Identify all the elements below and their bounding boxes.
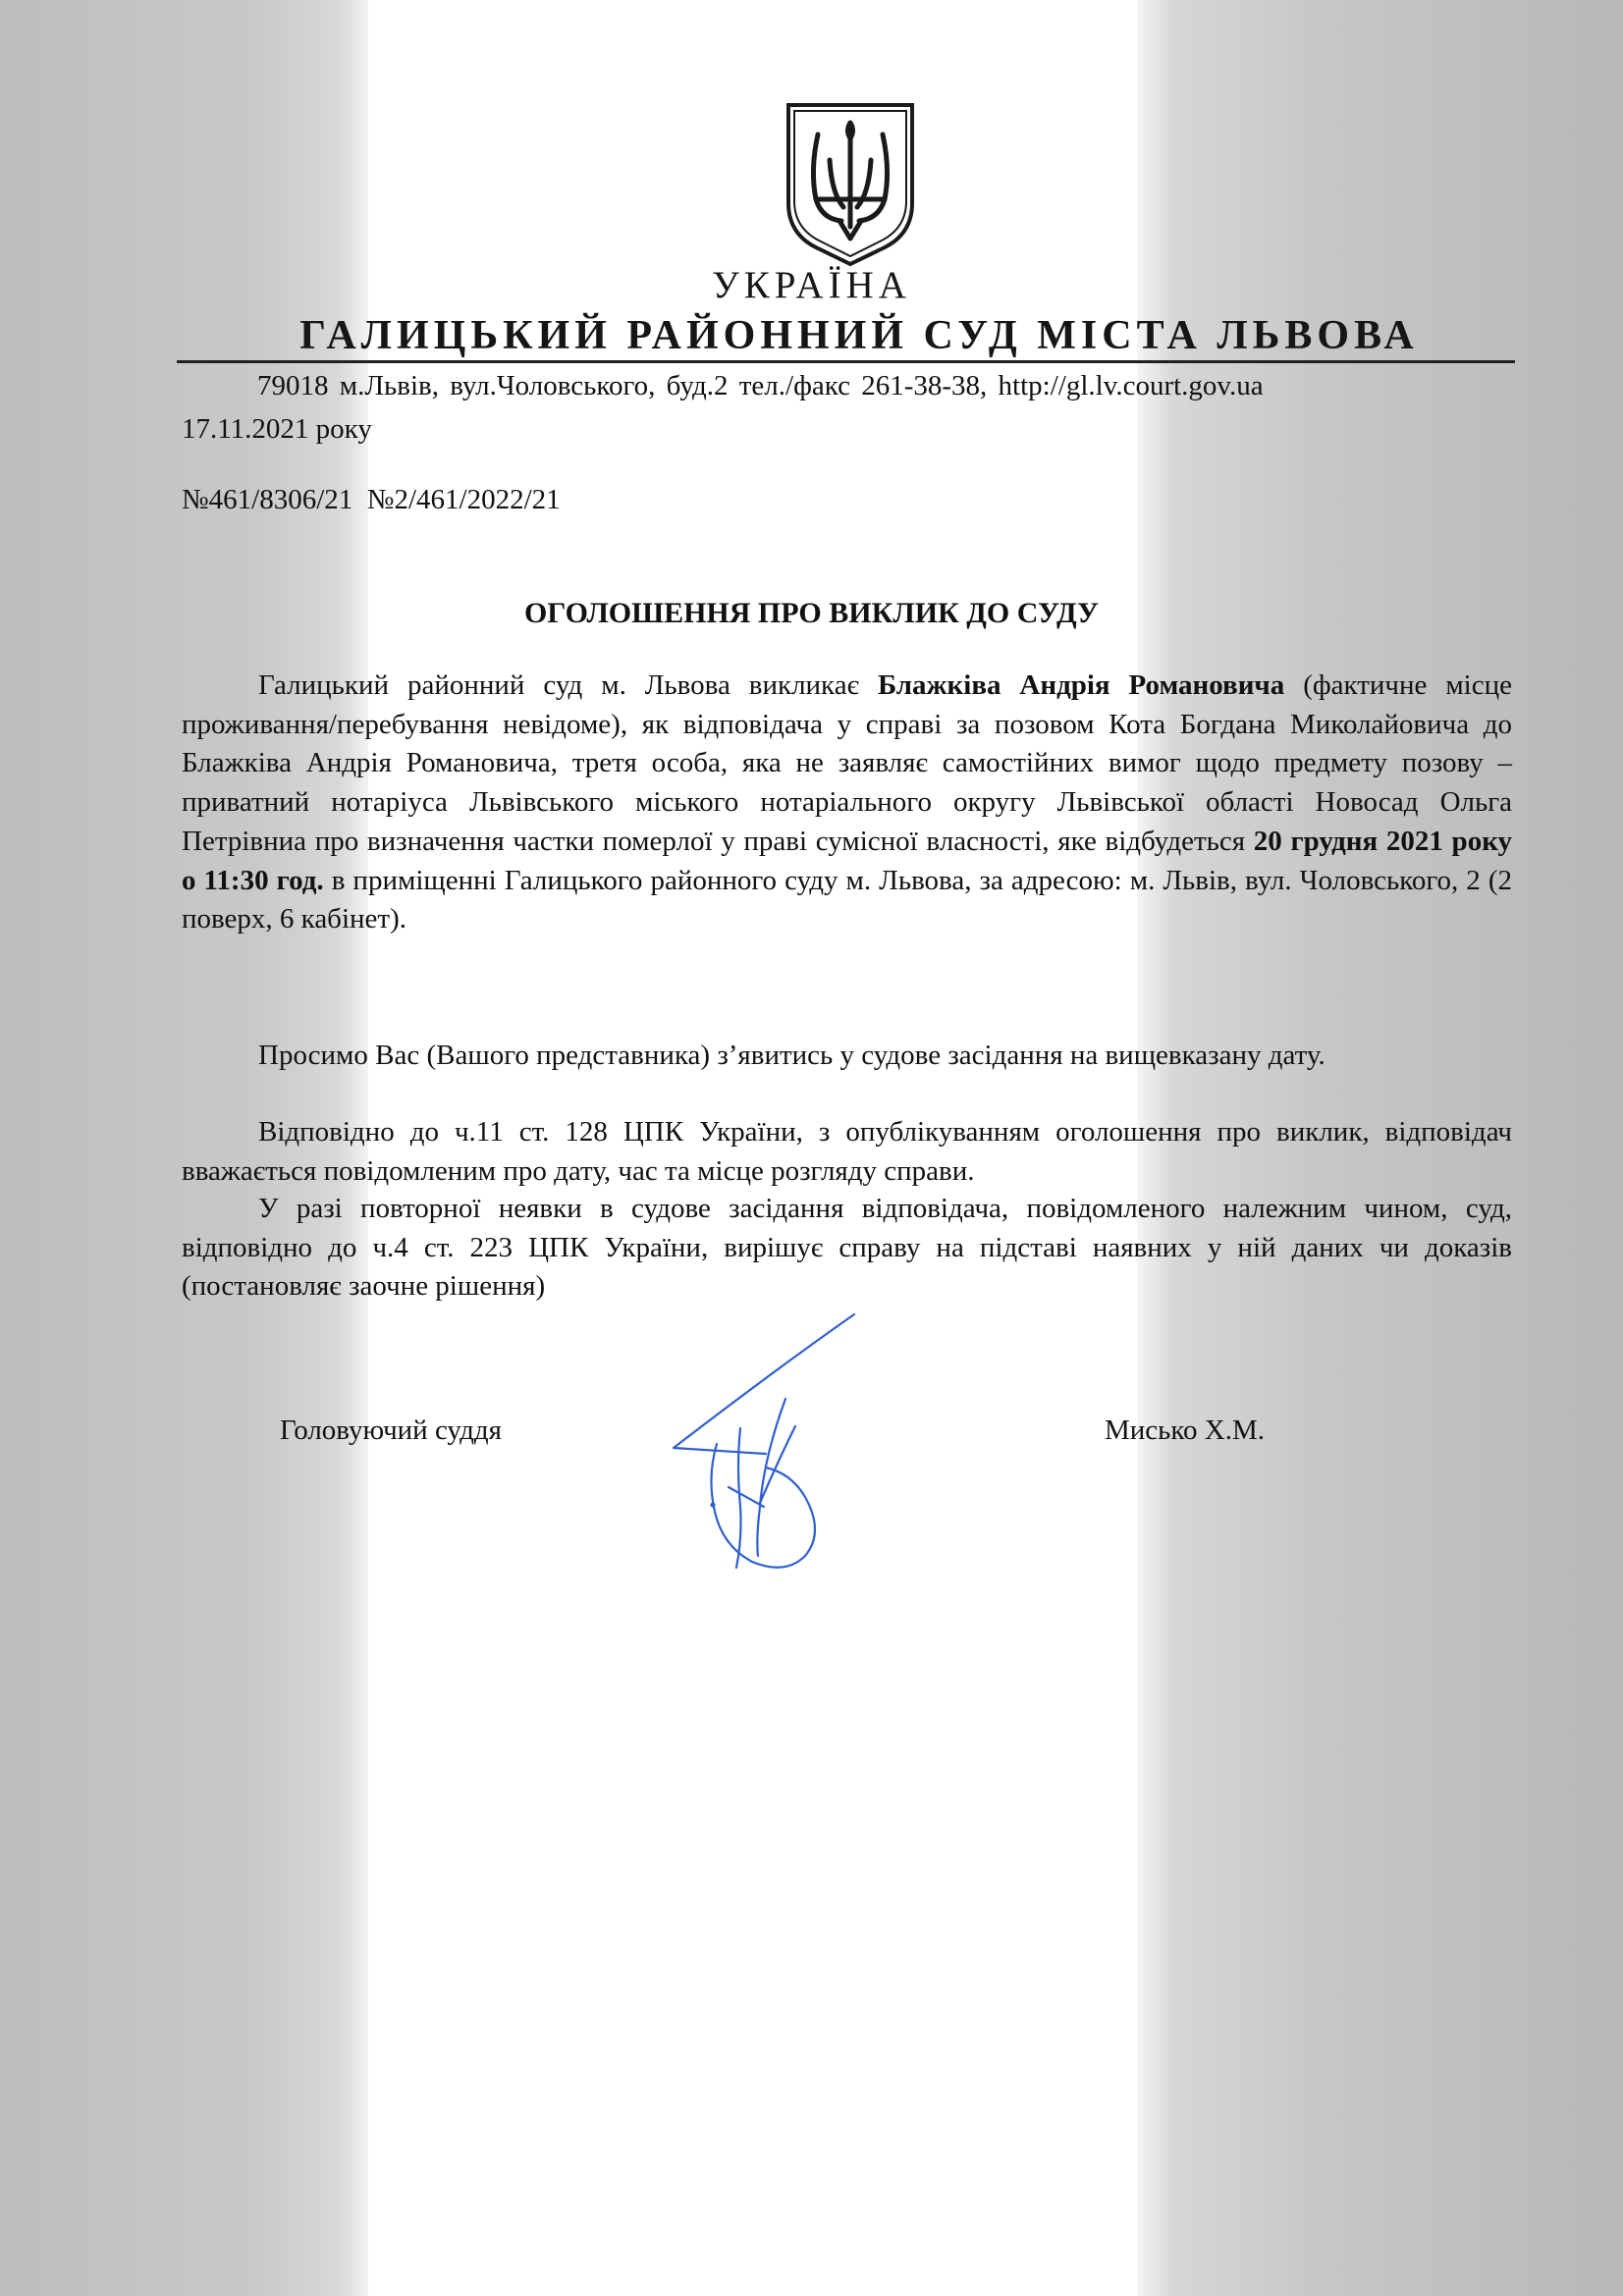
judge-name: Мисько Х.М. [1105, 1415, 1265, 1446]
notice-paragraph-summons [182, 667, 1512, 939]
notice-paragraph-legal-basis: Відповідно до ч.11 ст. 128 ЦПК України, з опублікуванням оголошення про виклик, відповідач вважається повідомленим про дату, час та місце розгляду справи. [182, 1116, 1512, 1187]
defendant-name: Блажківа Андрія Романовича [877, 669, 1285, 701]
court-name-heading: ГАЛИЦЬКИЙ РАЙОННИЙ СУД МІСТА ЛЬВОВА [299, 313, 1419, 358]
case-reference-numbers: №461/8306/21 №2/461/2022/21 [182, 484, 561, 515]
court-address-line: 79018 м.Львів, вул.Чоловського, буд.2 тел./факс 261-38-38, http://gl.lv.court.gov.ua [257, 370, 1264, 401]
document-date: 17.11.2021 року [182, 413, 372, 445]
case-description-text: (фактичне місце проживання/перебування невідоме), як відповідача у справі за позовом Кота Богдана Миколайовича до Блажківа Андрія Романовича, третя особа, яка не заявляє самостійних вимог щодо предмету позову – приватний нотаріуса Львівського міського нотаріального округу Львівської області Новосад Ольга Петрівниа про визначення частки померлої у праві сумісної власності, яке відбудеться [182, 669, 1513, 857]
country-heading: УКРАЇНА [712, 264, 911, 306]
hearing-location-text: в приміщенні Галицького районного суду м. Львова, за адресою: м. Львів, вул. Чоловського, 2 (2 поверх, 6 кабінет). [182, 864, 1513, 935]
hearing-datetime: 20 грудня 2021 року о 11:30 год. [182, 825, 1512, 896]
signatory-role: Головуючий суддя [280, 1415, 502, 1446]
notice-title: ОГОЛОШЕННЯ ПРО ВИКЛИК ДО СУДУ [523, 597, 1100, 629]
summons-lead-text: Галицький районний суд м. Львова викликає [258, 669, 878, 701]
header-divider [177, 360, 1515, 363]
coat-of-arms-trident-icon [783, 101, 918, 268]
handwritten-signature-icon [658, 1310, 864, 1585]
notice-paragraph-default-judgment: У разі повторної неявки в судове засідання відповідача, повідомленого належним чином, суд, відповідно до ч.4 ст. 223 ЦПК України, вирішує справу на підставі наявних у ній даних чи доказів (постановляє заочне рішення) [182, 1193, 1512, 1303]
notice-paragraph-request: Просимо Вас (Вашого представника) з’явитись у судове засідання на вищевказану дату. [258, 1040, 1325, 1071]
